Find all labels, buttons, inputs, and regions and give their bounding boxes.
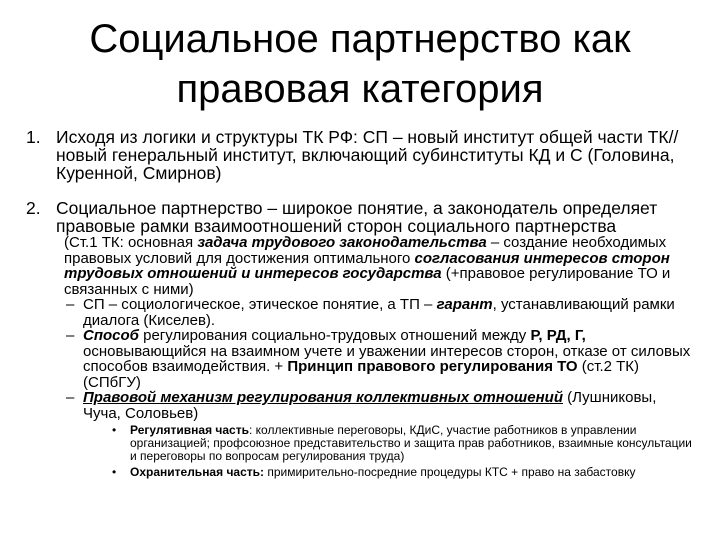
sub-text: , устанавливающий рамки диалога (Киселев). <box>83 296 675 329</box>
bullet-text: примирительно-посредние процедуры КТС + право на забастовку <box>264 465 636 479</box>
title-line-2: правовая категория <box>176 67 544 111</box>
list-item-2 <box>26 199 696 235</box>
slide-title <box>0 14 720 114</box>
sub-item-article-1 <box>64 235 696 297</box>
list-number: 1. <box>26 127 41 147</box>
bullet-item-regulative <box>112 424 696 463</box>
sub-item-guarantor <box>58 297 696 328</box>
numbered-list <box>26 128 696 479</box>
sub-text: (+правовое регулирование ТО и связанных с ними) <box>64 265 671 298</box>
list-number: 2. <box>26 198 41 218</box>
list-item-1 <box>26 128 696 182</box>
bullet-marker: • <box>112 465 117 479</box>
title-line-1: Социальное партнерство как <box>89 17 631 61</box>
sub-text: регулирования социально-трудовых отношений между <box>138 327 531 344</box>
bullet-text: : коллективные переговоры, КДиС, участие работников в управлении организацией; профсоюзное представительство и защита прав работников, взаимные консультации и переговоры по вопросам регулирования труда) <box>130 423 692 463</box>
sub-emphasis: Правовой механизм регулирования коллективных отношений <box>83 389 563 406</box>
sub-text: основывающийся на взаимном учете и уважении интересов сторон, отказе от силовых способов взаимодействия. + <box>83 342 691 375</box>
sub-item-method <box>58 328 696 390</box>
sub-text: (Ст.1 ТК: основная <box>64 234 198 251</box>
sub-emphasis: гарант <box>436 296 493 313</box>
list-item-text: Социальное партнерство – широкое понятие, а законодатель определяет правовые рамки взаимоотношений сторон социального партнерства <box>56 198 658 236</box>
sub-bold: Принцип правового регулирования ТО <box>287 358 578 375</box>
dash-marker: – <box>66 389 75 406</box>
sub-emphasis: Способ <box>83 327 139 344</box>
sub-bold: Р, РД, Г, <box>530 327 586 344</box>
bullet-label: Охранительная часть: <box>130 465 265 479</box>
sub-item-mechanism <box>58 390 696 421</box>
sub-text: – создание необходимых правовых условий для достижения оптимального <box>64 234 667 267</box>
list-item-text: Исходя из логики и структуры ТК РФ: СП – новый институт общей части ТК// новый генеральный институт, включающий субинституты КД и С (Головина, Куренной, Смирнов) <box>56 127 679 183</box>
sub-emphasis: согласования интересов сторон трудовых отношений и интересов государства <box>64 249 670 282</box>
bullet-item-protective <box>112 466 696 479</box>
dash-marker: – <box>66 296 75 313</box>
sub-text: (Лушниковы, Чуча, Соловьев) <box>83 389 657 422</box>
bullet-label: Регулятивная часть <box>130 423 249 437</box>
sub-emphasis: задача трудового законодательства <box>197 234 487 251</box>
dash-marker: – <box>66 327 75 344</box>
sub-text: СП – социологическое, этическое понятие, а ТП – <box>83 296 437 313</box>
sub-text: (ст.2 ТК) (СПбГУ) <box>83 358 640 391</box>
bullet-marker: • <box>112 423 117 437</box>
